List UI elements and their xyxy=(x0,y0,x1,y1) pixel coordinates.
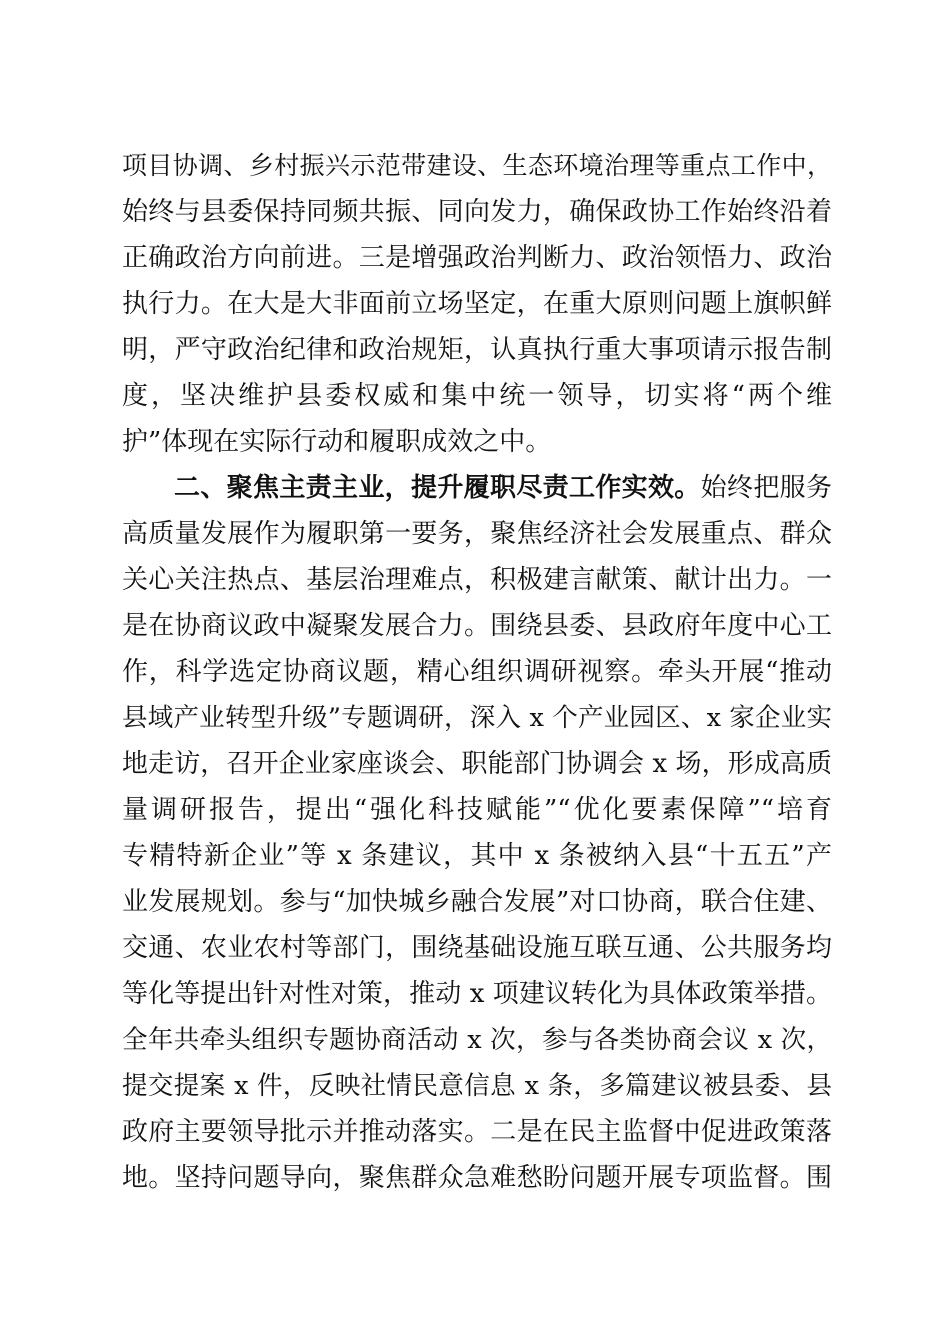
paragraph-line: 政府主要领导批示并推动落实。二是在民主监督中促进政策落 xyxy=(122,1117,832,1147)
paragraph-text: 始终把服务 xyxy=(700,473,832,503)
paragraph-line: 关心关注热点、基层治理难点，积极建言献策、献计出力。一 xyxy=(122,565,832,595)
paragraph-line: 项目协调、乡村振兴示范带建设、生态环境治理等重点工作中， xyxy=(122,151,832,180)
section-heading-line xyxy=(174,465,832,511)
paragraph-line: 高质量发展作为履职第一要务，聚焦经济社会发展重点、群众 xyxy=(122,519,832,549)
paragraph-line: 全年共牵头组织专题协商活动 x 次，参与各类协商会议 x 次， xyxy=(122,1025,832,1055)
paragraph-line: 作，科学选定协商议题，精心组织调研视察。牵头开展“推动 xyxy=(122,657,832,687)
paragraph-line: 度，坚决维护县委权威和集中统一领导，切实将“两个维 xyxy=(122,381,832,411)
paragraph-line: 明，严守政治纪律和政治规矩，认真执行重大事项请示报告制 xyxy=(122,335,832,365)
paragraph-line: 正确政治方向前进。三是增强政治判断力、政治领悟力、政治 xyxy=(122,243,832,273)
section-heading: 二、聚焦主责主业，提升履职尽责工作实效。 xyxy=(174,473,701,503)
paragraph-line: 地。坚持问题导向，聚焦群众急难愁盼问题开展专项监督。围 xyxy=(122,1163,832,1193)
paragraph-line: 地走访，召开企业家座谈会、职能部门协调会 x 场，形成高质 xyxy=(122,749,832,779)
paragraph-line: 是在协商议政中凝聚发展合力。围绕县委、县政府年度中心工 xyxy=(122,611,832,641)
paragraph-line: 业发展规划。参与“加快城乡融合发展”对口协商，联合住建、 xyxy=(122,887,832,917)
paragraph-line: 交通、农业农村等部门，围绕基础设施互联互通、公共服务均 xyxy=(122,933,832,963)
paragraph-line: 专精特新企业”等 x 条建议，其中 x 条被纳入县“十五五”产 xyxy=(122,841,832,871)
paragraph-line: 量调研报告，提出“强化科技赋能”“优化要素保障”“培育 xyxy=(122,795,832,825)
paragraph-line: 执行力。在大是大非面前立场坚定，在重大原则问题上旗帜鲜 xyxy=(122,289,832,319)
paragraph-line: 县域产业转型升级”专题调研，深入 x 个产业园区、x 家企业实 xyxy=(122,703,832,733)
paragraph-line: 始终与县委保持同频共振、同向发力，确保政协工作始终沿着 xyxy=(122,197,832,227)
paragraph-line: 提交提案 x 件，反映社情民意信息 x 条，多篇建议被县委、县 xyxy=(122,1071,832,1101)
paragraph-line: 等化等提出针对性对策，推动 x 项建议转化为具体政策举措。 xyxy=(122,979,832,1009)
paragraph-line: 护”体现在实际行动和履职成效之中。 xyxy=(122,427,552,457)
